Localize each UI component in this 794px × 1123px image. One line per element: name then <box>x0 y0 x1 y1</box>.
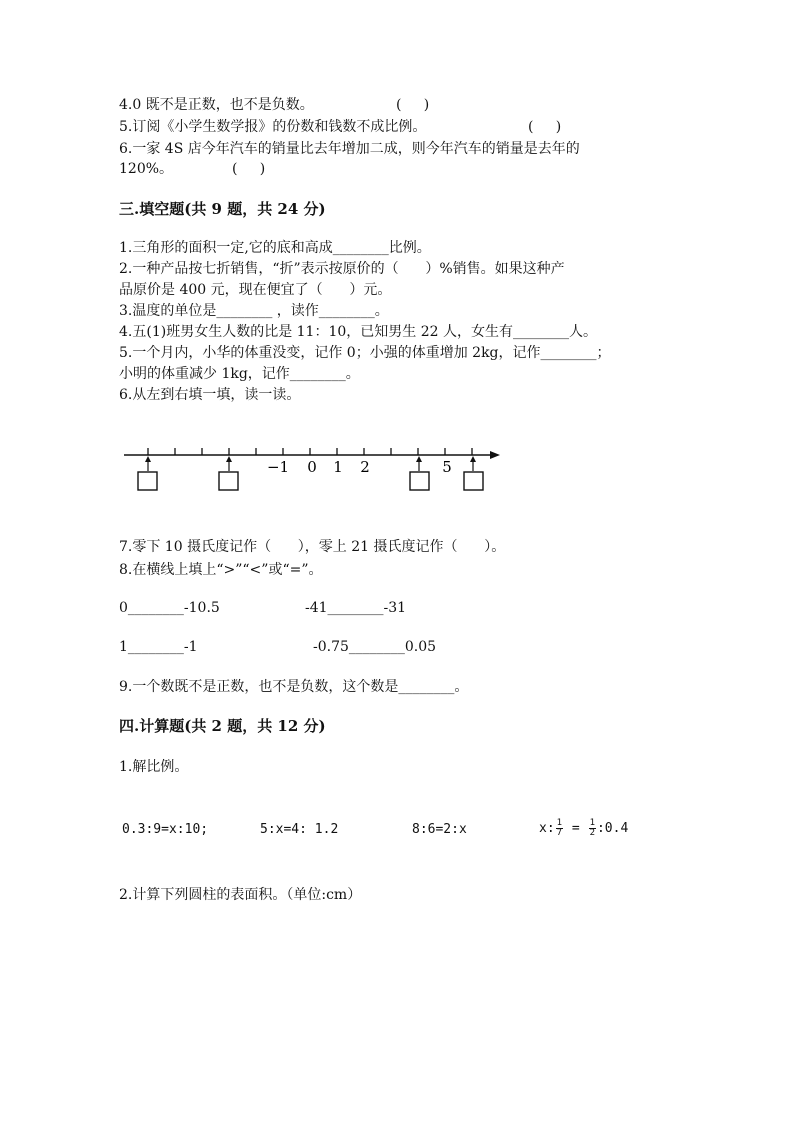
fill-question-8: 8.在横线上填上“>”“<”或“=”。 <box>119 562 323 578</box>
answer-box-4[interactable] <box>464 472 483 490</box>
number-line-arrow-1 <box>145 456 151 471</box>
fill-question-5: 5.一个月内，小华的体重没变，记作 0；小强的体重增加 2kg，记作________； <box>119 345 611 361</box>
fill-question-9: 9.一个数既不是正数，也不是负数，这个数是________。 <box>119 679 469 695</box>
tick-label-5: 5 <box>442 458 452 476</box>
fill-question-1: 1.三角形的面积一定,它的底和高成________比例。 <box>119 240 431 256</box>
fill-question-4: 4.五(1)班男女生人数的比是 11：10，已知男生 22 人，女生有________人。 <box>119 324 597 340</box>
tf-question-4: 4.0 既不是正数，也不是负数。 <box>119 97 314 113</box>
calc-question-2: 2.计算下列圆柱的表面积。（单位:cm） <box>119 887 362 903</box>
proportion-equation-2: 5:x=4: 1.2 <box>260 822 339 837</box>
tf-question-6-cont: 120%。 <box>119 161 174 177</box>
tf-question-6: 6.一家 4S 店今年汽车的销量比去年增加二成，则今年汽车的销量是去年的 <box>119 141 580 157</box>
proportion-equation-1: 0.3:9=x:10; <box>122 822 209 837</box>
tf-answer-bracket-4[interactable]: ( ) <box>396 97 430 113</box>
number-line-arrow-3 <box>416 456 422 471</box>
tf-answer-bracket-6[interactable]: ( ) <box>232 161 266 177</box>
proportion-equation-3: 8:6=2:x <box>412 822 467 837</box>
fill-question-7: 7.零下 10 摄氏度记作（ ），零上 21 摄氏度记作（ ）。 <box>119 539 506 555</box>
tf-question-5: 5.订阅《小学生数学报》的份数和钱数不成比例。 <box>119 119 427 135</box>
number-line-arrow-2 <box>226 456 232 471</box>
answer-box-2[interactable] <box>219 472 238 490</box>
fill-question-2: 2.一种产品按七折销售，“折”表示按原价的（ ）%销售。如果这种产 <box>119 261 565 277</box>
tick-label-0: 0 <box>307 458 317 476</box>
compare-item-1b: -41________-31 <box>305 600 407 616</box>
fraction-1-7: $\frac{1}{7}$ <box>556 818 563 838</box>
tick-label-2: 2 <box>360 458 370 476</box>
section-title-calculation: 四.计算题(共 2 题，共 12 分) <box>119 717 326 735</box>
compare-item-2a: 1________-1 <box>119 639 198 655</box>
fraction-1-2: $\frac{1}{2}$ <box>589 818 595 838</box>
fill-question-6: 6.从左到右填一填，读一读。 <box>119 387 301 403</box>
number-line-arrow-4 <box>470 456 476 471</box>
tick-label-1: 1 <box>333 458 343 476</box>
compare-item-1a: 0________-10.5 <box>119 600 220 616</box>
proportion-equation-4: x: $\frac{1}{7}$ = $\frac{1}{2}$ :0.4 <box>539 818 629 838</box>
fill-question-5-cont: 小明的体重减少 1kg，记作________。 <box>119 366 360 382</box>
answer-box-1[interactable] <box>138 472 157 490</box>
section-title-fill-blank: 三.填空题(共 9 题，共 24 分) <box>119 200 326 218</box>
calc-question-1: 1.解比例。 <box>119 759 189 775</box>
number-line-ticks <box>148 448 472 455</box>
tick-label-neg1: −1 <box>266 458 290 476</box>
compare-item-2b: -0.75________0.05 <box>313 639 437 655</box>
number-line-tick-labels <box>267 458 452 476</box>
number-line-figure <box>118 440 508 495</box>
fill-question-2-cont: 品原价是 400 元，现在便宜了（ ）元。 <box>119 282 392 298</box>
fill-question-3: 3.温度的单位是________ ，读作________。 <box>119 303 389 319</box>
tf-answer-bracket-5[interactable]: ( ) <box>528 119 562 135</box>
answer-box-3[interactable] <box>410 472 429 490</box>
